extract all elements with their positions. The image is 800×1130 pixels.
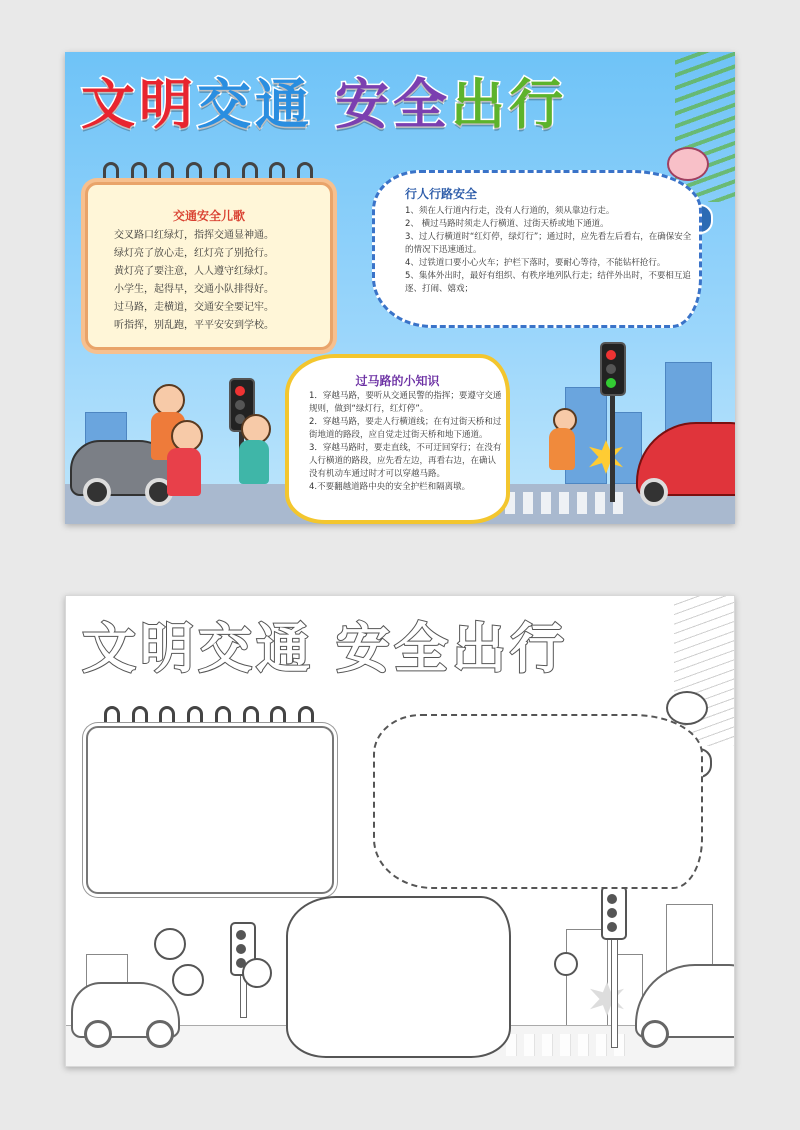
- crossing-tips: [309, 390, 504, 494]
- title-char: 明: [139, 73, 193, 136]
- blank-wavy-panel: [286, 896, 511, 1058]
- tip-item: 4.不要翻越道路中央的安全护栏和隔离墩。: [309, 482, 471, 492]
- tip-item: 1．穿越马路，要听从交通民警的指挥；要遵守交通规则，做到“绿灯行，红灯停”。: [309, 391, 502, 414]
- kid-figure-icon: [242, 958, 272, 988]
- title-char: 交: [198, 617, 252, 680]
- song-line: 小学生，起得早，交通小队排得好。: [114, 284, 274, 295]
- wheel-icon: [641, 1020, 669, 1048]
- blank-cloud-panel: [373, 714, 703, 889]
- title-char: 出: [451, 73, 505, 136]
- pig-icon: [667, 147, 709, 181]
- title-char: 文: [82, 617, 136, 680]
- pedestrian-title: 行人行路安全: [405, 187, 478, 201]
- traffic-light-icon: [600, 342, 626, 396]
- pig-icon: [666, 691, 708, 725]
- traffic-light-icon: [601, 886, 627, 940]
- wheel-icon: [84, 1020, 112, 1048]
- title-char: 安: [335, 73, 389, 136]
- rule-item: 3、过人行横道时“红灯停，绿灯行”；通过时，应先看左后看右，在确保安全的情况下迅速通过。: [405, 232, 692, 255]
- song-title: 交通安全儿歌: [172, 209, 245, 223]
- title-char: 明: [140, 617, 194, 680]
- title-char: 行: [509, 73, 563, 136]
- title-char: 通: [256, 617, 310, 680]
- zebra-crossing: [505, 492, 625, 514]
- rule-item: 1、须在人行道内行走，没有人行道的，须从靠边行走。: [405, 206, 615, 216]
- title-char: 文: [81, 73, 135, 136]
- song-line: 绿灯亮了放心走，红灯亮了别抢行。: [114, 248, 274, 259]
- crossing-title: 过马路的小知识: [355, 374, 440, 388]
- title-char: 通: [255, 73, 309, 136]
- title-char: 安: [336, 617, 390, 680]
- song-line: 黄灯亮了要注意，人人遵守红绿灯。: [114, 266, 274, 277]
- song-line: 过马路，走横道，交通安全要记牢。: [114, 302, 274, 313]
- title-char: 全: [394, 617, 448, 680]
- tip-item: 2．穿越马路，要走人行横道线；在有过街天桥和过街地道的路段，应自觉走过街天桥和地下通道。: [309, 417, 502, 440]
- pedestrian-safety-panel: [372, 170, 702, 328]
- title-char: 全: [393, 73, 447, 136]
- rule-item: 4、过铁道口要小心火车；护栏下落时，要耐心等待，不能钻杆抢行。: [405, 258, 666, 268]
- poster-title-outline: [82, 614, 564, 684]
- kid-figure-icon: [172, 964, 204, 996]
- wheel-icon: [146, 1020, 174, 1048]
- rule-item: 5、集体外出时，最好有组织、有秩序地列队行走；结伴外出时，不要相互追逐、打闹、嬉戏；: [405, 271, 691, 294]
- title-char: 出: [452, 617, 506, 680]
- poster-title: [81, 70, 563, 140]
- color-poster: [65, 52, 735, 524]
- wheel-icon: [83, 478, 111, 506]
- wheel-icon: [640, 478, 668, 506]
- pedestrian-figure-icon: [554, 952, 578, 976]
- blank-note-panel: [86, 726, 334, 894]
- song-lines: [114, 227, 274, 335]
- pedestrian-rules: [405, 205, 695, 296]
- crossing-tips-panel: [285, 354, 510, 524]
- title-char: 行: [510, 617, 564, 680]
- song-line: 听指挥，别乱跑，平平安安到学校。: [114, 320, 274, 331]
- zebra-crossing: [506, 1034, 626, 1056]
- title-char: 交: [197, 73, 251, 136]
- tip-item: 3．穿越马路时，要走直线，不可迂回穿行；在没有人行横道的路段，应先看左边，再看右边，在确认没有机动车通过时才可以穿越马路。: [309, 443, 502, 479]
- outline-poster: [65, 595, 735, 1067]
- traffic-song-panel: [85, 182, 333, 350]
- song-line: 交叉路口红绿灯，指挥交通显神通。: [114, 230, 274, 241]
- rule-item: 2、 横过马路时须走人行横道、过街天桥或地下通道。: [405, 219, 609, 229]
- adult-figure-icon: [154, 928, 186, 960]
